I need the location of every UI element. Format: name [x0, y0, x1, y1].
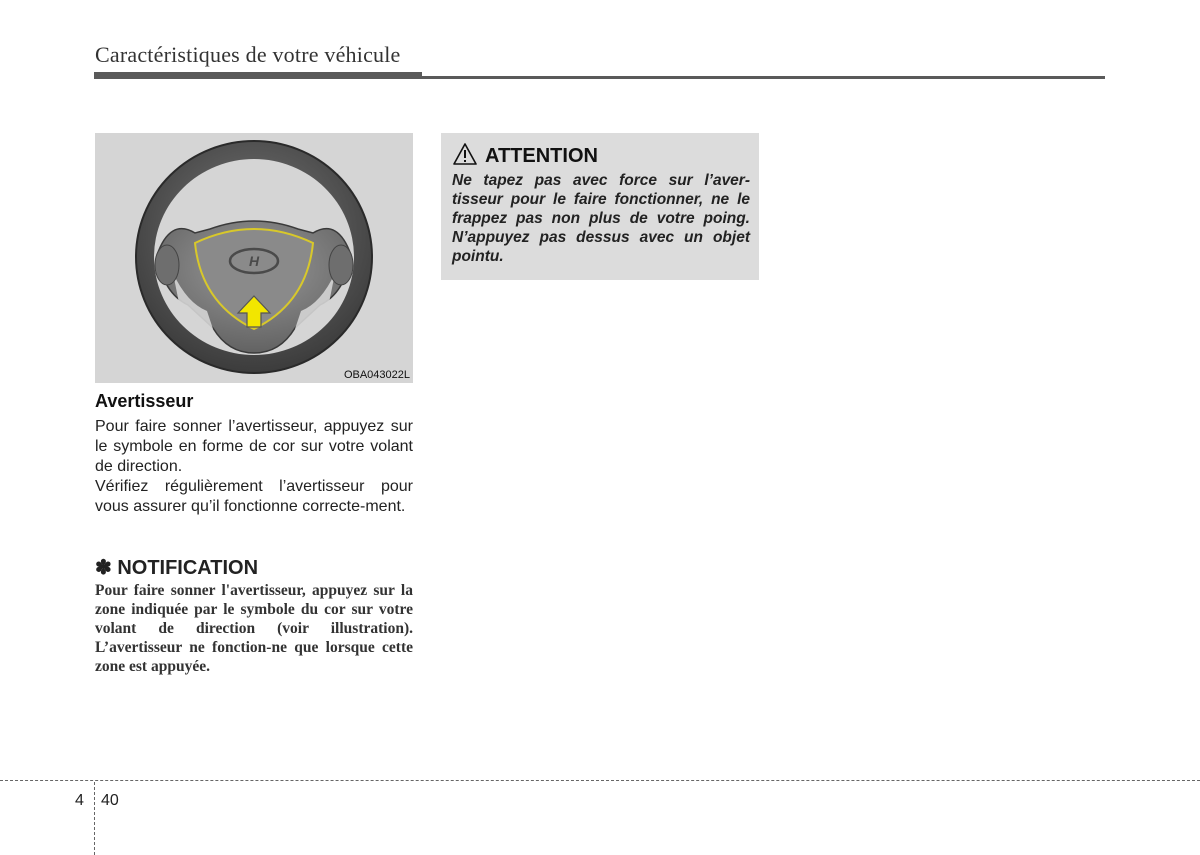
steering-wheel-illustration — [95, 133, 413, 383]
header-rule — [94, 72, 422, 79]
warning-triangle-icon — [453, 143, 477, 165]
steering-wheel-figure — [95, 133, 413, 383]
chapter-number: 4 — [75, 792, 84, 809]
notification-heading: ✽ NOTIFICATION — [95, 557, 259, 579]
header-rule-thin — [422, 76, 1105, 79]
page-title: Caractéristiques de votre véhicule — [95, 42, 401, 67]
warning-box — [441, 133, 759, 280]
body-paragraph: Vérifiez régulièrement l’avertisseur pour vous assurer qu’il fonctionne correcte-ment. — [95, 478, 413, 515]
warning-text: Ne tapez pas avec force sur l’aver-tisseur pour le faire fonctionner, ne le frappez pas non plus de votre poing. N’appuyez pas dessus avec un objet pointu. — [452, 172, 750, 265]
page-number: 40 — [101, 792, 119, 809]
warning-title: ATTENTION — [485, 145, 598, 167]
svg-text:H: H — [248, 253, 260, 269]
footer-divider — [0, 780, 1200, 781]
notification-text: Pour faire sonner l'avertisseur, appuyez sur la zone indiquée par le symbole du cor sur votre volant de direction (voir illustration). L’avertisseur ne fonction-ne que lorsque cette zone est appuyée. — [95, 582, 413, 675]
figure-code: OBA043022L — [343, 369, 410, 381]
footer-vertical-divider — [94, 782, 95, 855]
body-paragraph: Pour faire sonner l’avertisseur, appuyez sur le symbole en forme de cor sur votre volant de direction. — [95, 418, 413, 475]
section-heading: Avertisseur — [95, 391, 194, 411]
